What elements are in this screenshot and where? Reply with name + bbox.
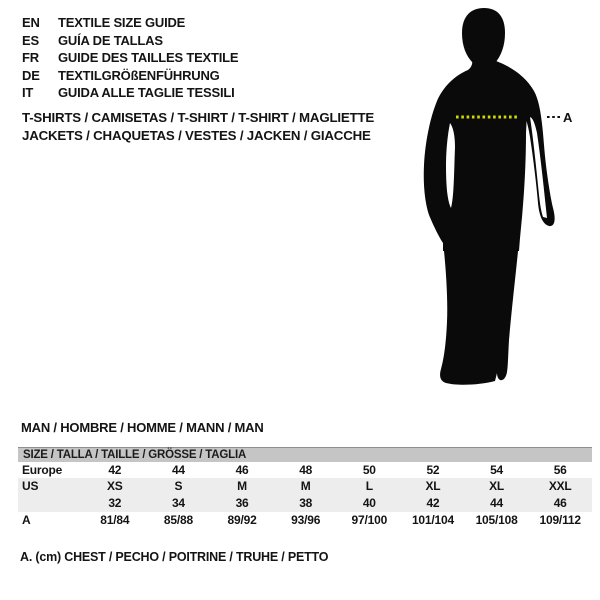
row-label	[18, 495, 83, 512]
language-row-en	[22, 14, 238, 32]
table-cell: 44	[171, 463, 185, 477]
table-cell: 44	[490, 496, 504, 510]
size-table-header: SIZE / TALLA / TAILLE / GRÖSSE / TAGLIA	[18, 447, 592, 462]
language-row-de	[22, 67, 238, 85]
table-cell: XS	[107, 479, 123, 493]
language-label: GUIDE DES TAILLES TEXTILE	[58, 50, 239, 66]
category-line-jackets: JACKETS / CHAQUETAS / VESTES / JACKEN / GIACCHE	[22, 127, 371, 143]
category-line-tshirts: T-SHIRTS / CAMISETAS / T-SHIRT / T-SHIRT / MAGLIETTE	[22, 110, 375, 125]
table-row-chest-a	[18, 512, 592, 529]
garment-categories	[22, 109, 374, 144]
table-row-us-numeric	[18, 495, 592, 512]
table-cell: 81/84	[100, 513, 130, 527]
table-row-europe	[18, 462, 592, 478]
measure-label-a: A	[563, 110, 573, 125]
table-cell: L	[365, 479, 373, 493]
language-label: TEXTILE SIZE GUIDE	[58, 15, 186, 31]
language-code: DE	[22, 67, 40, 83]
table-cell: 54	[490, 463, 504, 477]
table-cell: 50	[362, 463, 376, 477]
language-code: FR	[22, 50, 39, 66]
language-code: IT	[22, 85, 34, 101]
table-cell: 42	[426, 496, 440, 510]
language-row-it	[22, 84, 238, 102]
table-cell: 93/96	[291, 513, 321, 527]
table-cell: 38	[299, 496, 313, 510]
table-cell: 109/112	[539, 513, 581, 527]
language-row-es	[22, 32, 238, 50]
table-cell: 36	[235, 496, 249, 510]
table-cell: 48	[299, 463, 313, 477]
section-title-man: MAN / HOMBRE / HOMME / MANN / MAN	[21, 420, 264, 435]
table-cell: XL	[425, 479, 441, 493]
measurement-footnote: A. (cm) CHEST / PECHO / POITRINE / TRUHE / PETTO	[20, 550, 329, 564]
table-cell: 46	[553, 496, 567, 510]
language-list	[22, 14, 238, 102]
table-cell: 46	[235, 463, 249, 477]
table-cell: XXL	[548, 479, 572, 493]
silhouette-head	[462, 8, 505, 63]
table-cell: XL	[489, 479, 505, 493]
row-label: Europe	[22, 463, 63, 477]
language-label: GUIDA ALLE TAGLIE TESSILI	[58, 85, 235, 101]
table-cell: 101/104	[411, 513, 454, 527]
silhouette-legs	[440, 241, 519, 385]
row-label: A	[22, 513, 31, 527]
table-cell: 40	[362, 496, 376, 510]
language-code: EN	[22, 15, 40, 31]
table-cell: 85/88	[163, 513, 193, 527]
language-label: TEXTILGRÖßENFÜHRUNG	[58, 67, 220, 83]
row-label: US	[22, 479, 39, 493]
table-cell: S	[174, 479, 183, 493]
table-cell: M	[300, 479, 311, 493]
language-label: GUÍA DE TALLAS	[58, 32, 163, 48]
size-table	[18, 447, 592, 529]
table-cell: 34	[171, 496, 185, 510]
table-cell: M	[237, 479, 247, 493]
table-cell: 89/92	[227, 513, 257, 527]
table-cell: 97/100	[351, 513, 388, 527]
man-silhouette-figure	[410, 5, 576, 390]
table-cell: 105/108	[475, 513, 518, 527]
table-cell: 52	[426, 463, 440, 477]
language-code: ES	[22, 32, 39, 48]
table-cell: 42	[108, 463, 122, 477]
table-cell: 56	[553, 463, 567, 477]
language-row-fr	[22, 49, 238, 67]
table-cell: 32	[108, 496, 122, 510]
table-row-us	[18, 478, 592, 495]
